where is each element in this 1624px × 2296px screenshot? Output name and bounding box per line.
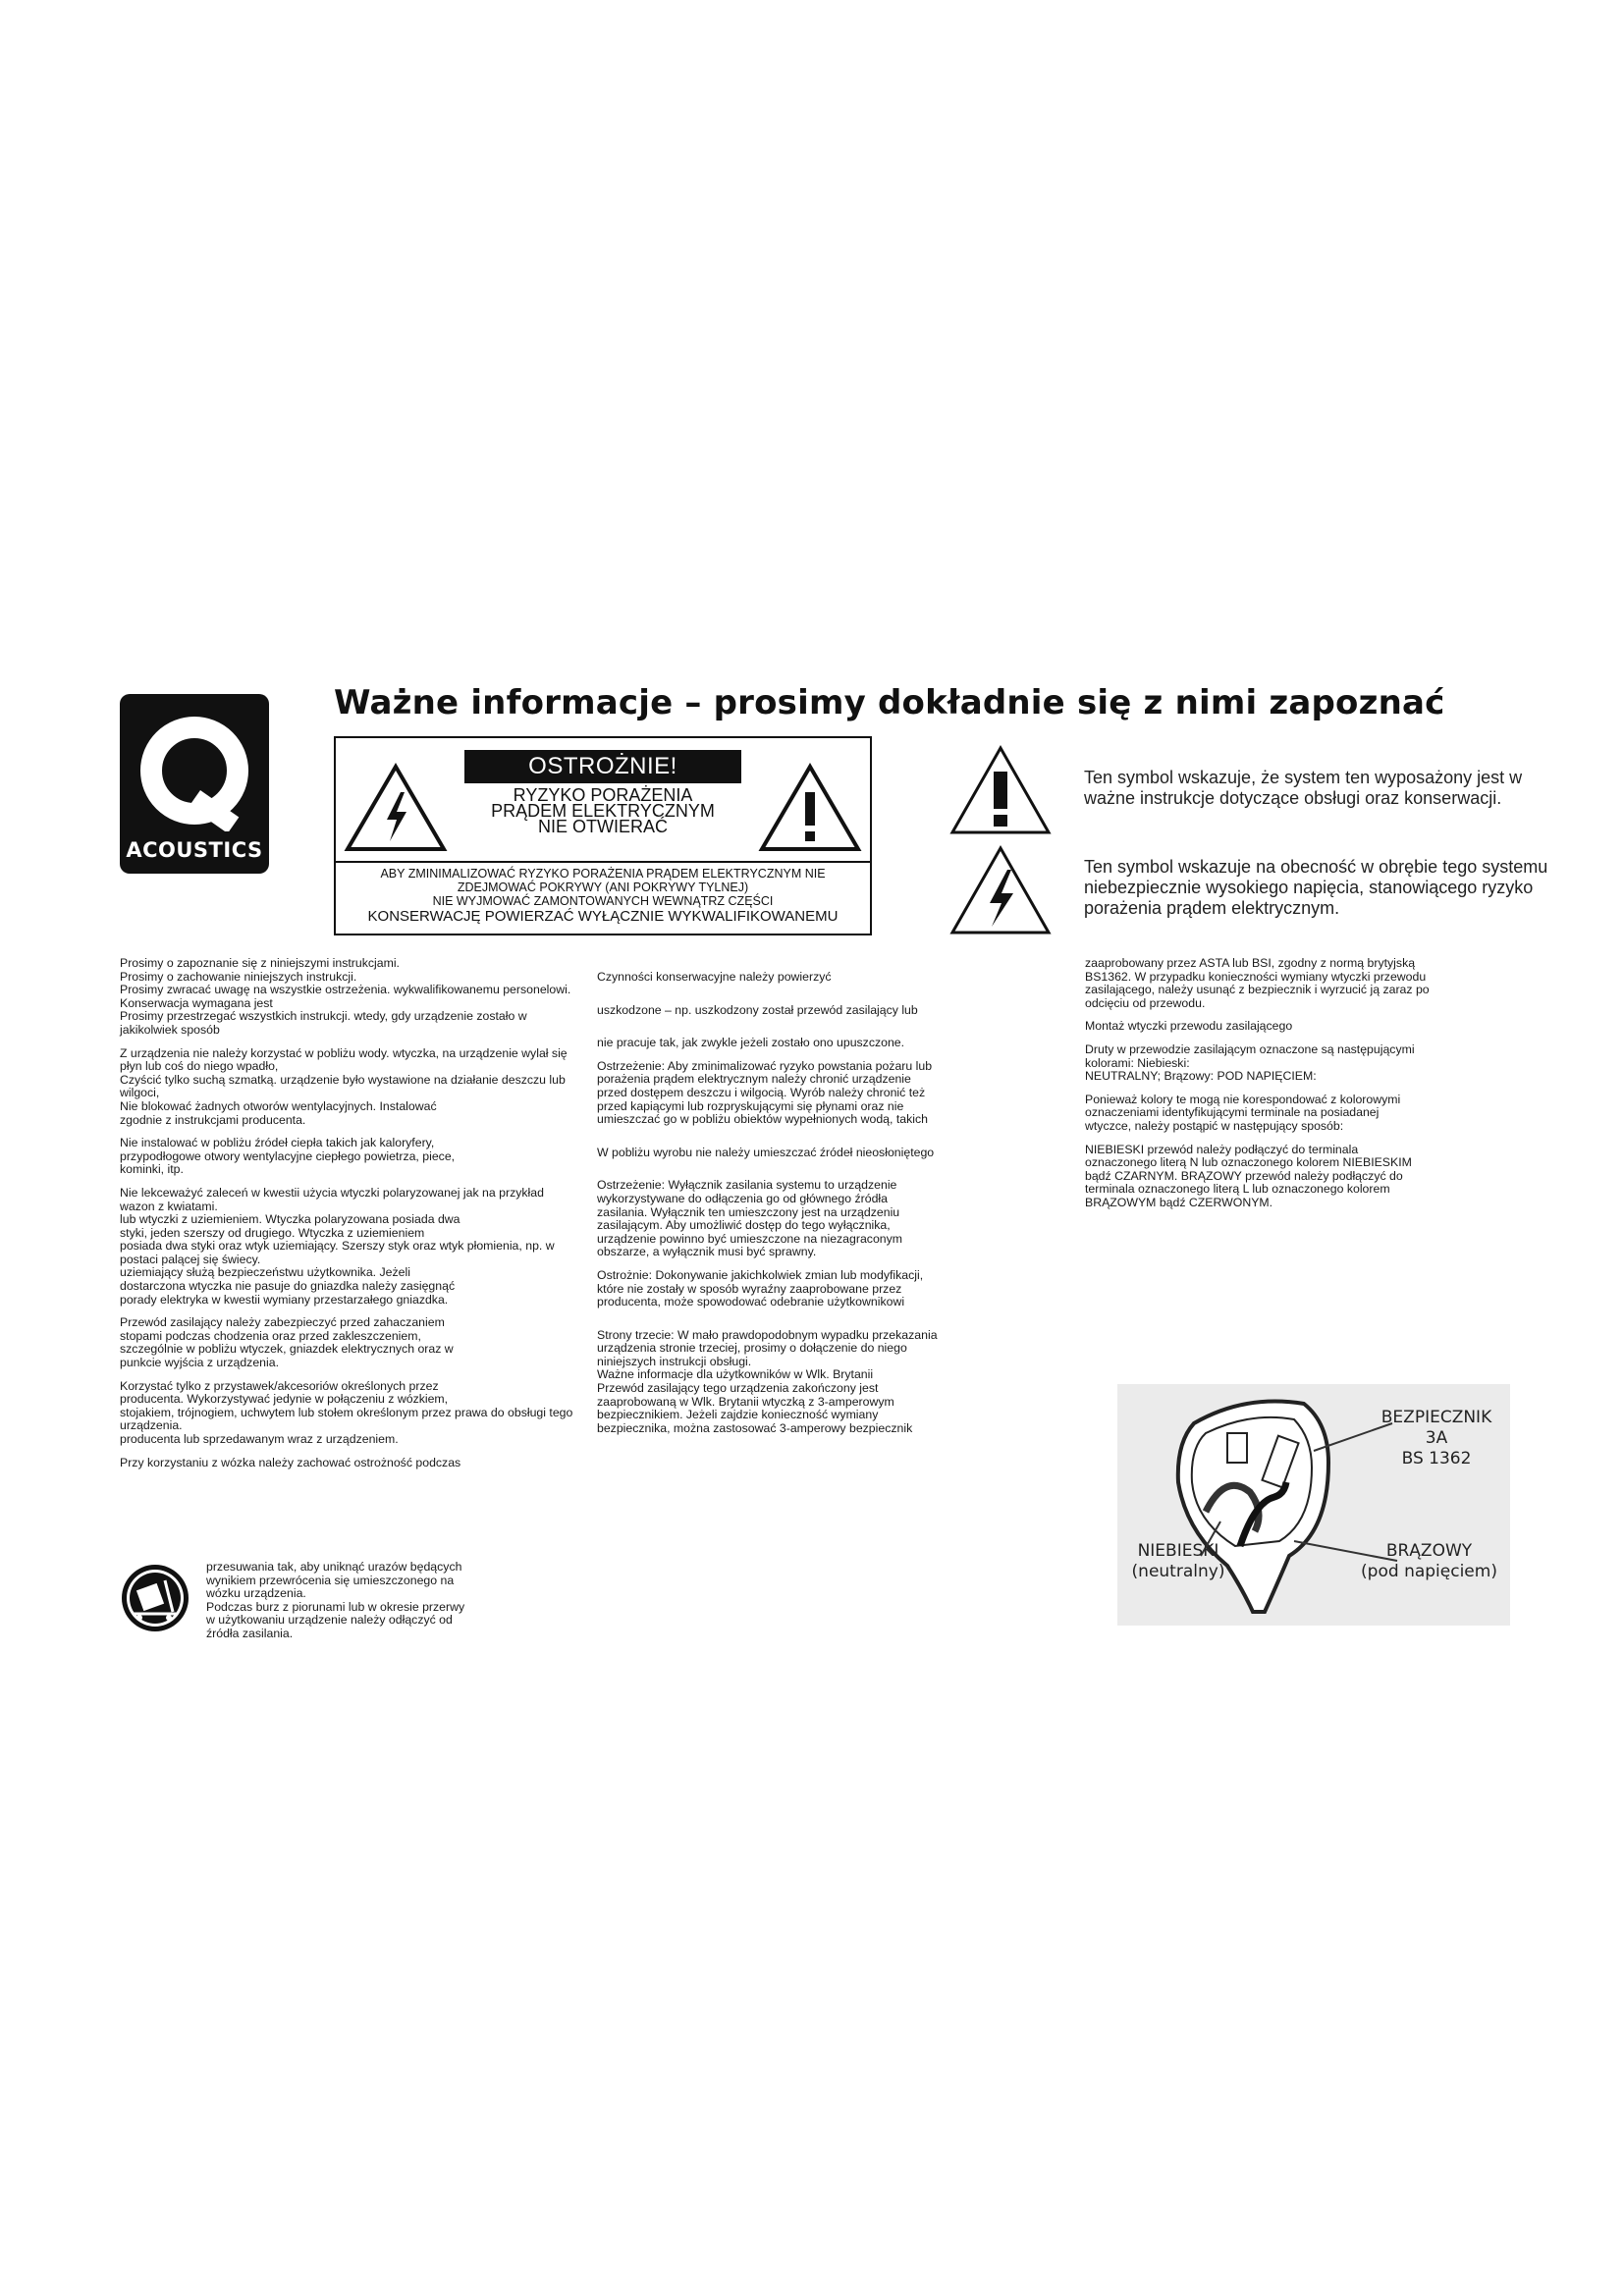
caution-footer-line-3: NIE WYJMOWAĆ ZAMONTOWANYCH WEWNĄTRZ CZĘŚCI [432, 894, 774, 908]
middle-column-line: Ostrożnie: Dokonywanie jakichkolwiek zmian lub modyfikacji, [597, 1267, 924, 1282]
middle-column-line: niniejszych instrukcji obsługi. [597, 1354, 752, 1368]
exclamation-symbol-icon [948, 744, 1053, 836]
caution-footer-line-2: ZDEJMOWAĆ POKRYWY (ANI POKRYWY TYLNEJ) [457, 881, 749, 894]
middle-text-column [597, 971, 1039, 1435]
left-column-line: kominki, itp. [120, 1162, 184, 1177]
middle-column-line: porażenia prądem elektrycznym należy chronić urządzenie [597, 1072, 911, 1087]
middle-column-line [597, 1309, 1039, 1319]
cart-text [206, 1561, 579, 1641]
middle-column-line: Ostrzeżenie: Aby zminimalizować ryzyko powstania pożaru lub [597, 1058, 933, 1073]
exclamation-warning-icon [758, 763, 862, 853]
exclamation-symbol-text: Ten symbol wskazuje, że system ten wyposażony jest w ważne instrukcje dotyczące obsługi oraz konserwacji. [1084, 768, 1523, 808]
left-column-line: porady elektryka w kwestii wymiany przestarzałego gniazdka. [120, 1292, 449, 1307]
uk-plug-diagram [1117, 1384, 1510, 1626]
middle-column-line: producenta, może spowodować odebranie użytkownikowi [597, 1295, 905, 1309]
logo-brand-text: ACOUSTICS [126, 838, 263, 862]
caution-footer-line-1: ABY ZMINIMALIZOWAĆ RYZYKO PORAŻENIA PRĄDEM ELEKTRYCZNYM NIE [380, 867, 826, 881]
left-column-line: producenta lub sprzedawanym wraz z urządzeniem. [120, 1432, 399, 1446]
middle-column-line: które nie zostały w sposób wyraźny zaaprobowane przez [597, 1281, 902, 1296]
right-column-line: NIEBIESKI przewód należy podłączyć do terminala [1085, 1142, 1359, 1156]
middle-column-line: umieszczać go w pobliżu obiektów wypełnionych wodą, takich [597, 1112, 928, 1127]
left-column-line: Korzystać tylko z przystawek/akcesoriów określonych przez [120, 1378, 439, 1393]
middle-column-line: urządzenie powinno być umieszczone na niezagraconym [597, 1231, 903, 1246]
middle-column-line: bezpiecznika, można zastosować 3-amperowy bezpiecznik [597, 1420, 913, 1435]
cart-text-line: przesuwania tak, aby uniknąć urazów będących [206, 1560, 462, 1574]
middle-column-line: przed kapiącymi lub rozpryskującymi się płynami oraz nie [597, 1098, 904, 1113]
right-column-line: Ponieważ kolory te mogą nie korespondować z kolorowymi [1085, 1092, 1401, 1106]
cart-text-line: wynikiem przewrócenia się umieszczonego na [206, 1573, 455, 1587]
left-column-line: lub wtyczki z uziemieniem. Wtyczka polaryzowana posiada dwa [120, 1212, 460, 1227]
middle-column-line: nie pracuje tak, jak zwykle jeżeli zostało ono upuszczone. [597, 1036, 905, 1050]
caution-line-3: NIE OTWIERAĆ [537, 817, 668, 836]
left-column-line: Nie instalować w pobliżu źródeł ciepła takich jak kaloryfery, [120, 1136, 435, 1150]
left-column-line: szczególnie w pobliżu wtyczek, gniazdek elektrycznych oraz w [120, 1342, 454, 1357]
left-text-column [120, 957, 581, 1469]
left-column-line: zgodnie z instrukcjami producenta. [120, 1112, 306, 1127]
right-column-line: wtyczce, należy postąpić w następujący sposób: [1085, 1118, 1344, 1133]
middle-column-line [597, 985, 1039, 994]
caution-heading-block [464, 750, 741, 853]
right-column-line: BS1362. W przypadku konieczności wymiany wtyczki przewodu [1085, 969, 1427, 984]
middle-column-line: Ostrzeżenie: Wyłącznik zasilania systemu to urządzenie [597, 1178, 897, 1193]
left-column-line: punkcie wyjścia z urządzenia. [120, 1356, 279, 1370]
right-column-line: BRĄZOWYM bądź CZERWONYM. [1085, 1195, 1273, 1209]
lightning-symbol-text: Ten symbol wskazuje na obecność w obrębie tego systemu niebezpiecznie wysokiego napięcia, stanowiącego ryzyko porażenia prądem elektrycznym. [1084, 857, 1548, 918]
left-column-line: Przy korzystaniu z wózka należy zachować ostrożność podczas [120, 1455, 461, 1469]
caution-divider [336, 861, 870, 863]
blue-wire-label-line-1: NIEBIESKI [1137, 1541, 1219, 1561]
caution-line-2: PRĄDEM ELEKTRYCZNYM [491, 801, 715, 821]
middle-column-line: Przewód zasilający tego urządzenia zakończony jest [597, 1381, 879, 1396]
middle-column-line [597, 1159, 1039, 1169]
middle-column-line: zasilania. Wyłącznik ten umieszczony jest na urządzeniu [597, 1204, 900, 1219]
caution-footer-line-4: KONSERWACJĘ POWIERZAĆ WYŁĄCZNIE WYKWALIFIKOWANEMU [367, 908, 839, 925]
right-text-column [1085, 957, 1537, 1210]
middle-column-line: obszarze, a wyłącznik musi być sprawny. [597, 1245, 817, 1259]
fuse-label-line-2: 3A [1425, 1428, 1448, 1448]
right-column-line: bądź CZARNYM. BRĄZOWY przewód należy podłączyć do [1085, 1168, 1403, 1183]
cart-warning-icon [120, 1563, 190, 1633]
cart-text-line: wózku urządzenia. [206, 1586, 306, 1601]
left-column-line: stojakiem, trójnogiem, uchwytem lub stołem określonym przez prawa do obsługi tego urządzenia. [120, 1405, 573, 1433]
left-column-line: Nie blokować żadnych otworów wentylacyjnych. Instalować [120, 1098, 437, 1113]
q-acoustics-logo [120, 694, 269, 874]
right-column-line: Montaż wtyczki przewodu zasilającego [1085, 1019, 1293, 1034]
left-column-line: uziemiający służą bezpieczeństwu użytkownika. Jeżeli [120, 1265, 410, 1280]
right-column-line: terminala oznaczonego literą L lub oznaczonego kolorem [1085, 1182, 1390, 1197]
right-column-line: Druty w przewodzie zasilającym oznaczone są następującymi [1085, 1041, 1415, 1056]
fuse-label [1368, 1408, 1505, 1469]
left-column-line: Prosimy o zapoznanie się z niniejszymi instrukcjami. [120, 956, 400, 970]
right-column-line: oznaczeniami identyfikującymi terminale na posiadanej [1085, 1105, 1380, 1120]
cart-text-line: Podczas burz z piorunami lub w okresie przerwy [206, 1599, 465, 1614]
blue-wire-label-line-2: (neutralny) [1131, 1562, 1225, 1581]
caution-box [334, 736, 872, 935]
left-column-line: Przewód zasilający należy zabezpieczyć przed zahaczaniem [120, 1315, 445, 1330]
middle-column-line: Strony trzecie: W mało prawdopodobnym wypadku przekazania [597, 1327, 938, 1342]
middle-column-line: bezpiecznikiem. Jeżeli zajdzie konieczność wymiany [597, 1408, 879, 1422]
cart-text-line: źródła zasilania. [206, 1626, 294, 1640]
middle-column-line: uszkodzone – np. uszkodzony został przewód zasilający lub [597, 1002, 918, 1017]
left-column-line: przypodłogowe otwory wentylacyjne ciepłego powietrza, piece, [120, 1148, 456, 1163]
lightning-warning-icon [344, 763, 448, 853]
left-column-line: styki, jeden szerszy od drugiego. Wtyczka z uziemieniem [120, 1225, 425, 1240]
right-column-line: oznaczonego literą N lub oznaczonego kolorem NIEBIESKIM [1085, 1155, 1412, 1170]
caution-footer [336, 867, 870, 925]
page-title: Ważne informacje – prosimy dokładnie się z nimi zapoznać [334, 683, 1445, 722]
brown-wire-label-line-2: (pod napięciem) [1361, 1562, 1497, 1581]
lightning-symbol-icon [948, 844, 1053, 936]
left-column-line: Prosimy zwracać uwagę na wszystkie ostrzeżenia. wykwalifikowanemu personelowi. Konserwacja wymagana jest [120, 983, 571, 1010]
left-column-line: Z urządzenia nie należy korzystać w pobliżu wody. wtyczka, na urządzenie wylał się płyn lub coś do niego wpadło, [120, 1045, 568, 1074]
left-column-line: stopami podczas chodzenia oraz przed zakleszczeniem, [120, 1328, 421, 1343]
fuse-label-line-3: BS 1362 [1401, 1449, 1472, 1468]
left-column-line: dostarczona wtyczka nie pasuje do gniazdka należy zasięgnąć [120, 1279, 456, 1294]
right-column-line: zaaprobowany przez ASTA lub BSI, zgodny z normą brytyjską [1085, 956, 1416, 970]
q-logo-icon [120, 694, 269, 831]
left-column-line: Czyścić tylko suchą szmatką. urządzenie było wystawione na działanie deszczu lub wilgoci, [120, 1072, 566, 1100]
brown-wire-label [1348, 1541, 1510, 1582]
middle-column-line: urządzenia stronie trzeciej, prosimy o dołączenie do niego [597, 1341, 907, 1356]
left-column-line: Nie lekceważyć zaleceń w kwestii użycia wtyczki polaryzowanej jak na przykład wazon z kwiatami. [120, 1185, 544, 1213]
middle-column-line: zaaprobowaną w Wlk. Brytanii wtyczką z 3-amperowym [597, 1394, 894, 1409]
right-column-line: zasilającego, należy usunąć z bezpiecznik i wyrzucić ją zaraz po [1085, 983, 1430, 997]
caution-heading: OSTROŻNIE! [464, 750, 741, 783]
right-column-line: kolorami: Niebieski: [1085, 1055, 1190, 1070]
cart-text-line: w użytkowaniu urządzenie należy odłączyć od [206, 1613, 453, 1628]
middle-column-line: zasilającym. Aby umożliwić dostęp do tego wyłącznika, [597, 1218, 891, 1233]
fuse-label-line-1: BEZPIECZNIK [1380, 1408, 1492, 1427]
middle-column-line: Czynności konserwacyjne należy powierzyć [597, 970, 832, 984]
brown-wire-label-line-1: BRĄZOWY [1385, 1541, 1473, 1561]
middle-column-line: przed dostępem deszczu i wilgocią. Wyrób należy chronić też [597, 1085, 926, 1099]
blue-wire-label [1119, 1541, 1237, 1582]
middle-column-line [597, 1017, 1039, 1027]
middle-column-line [597, 1127, 1039, 1137]
left-column-line: Prosimy przestrzegać wszystkich instrukcji. wtedy, gdy urządzenie zostało w jakikolwiek sposób [120, 1009, 527, 1037]
left-column-line: Prosimy o zachowanie niniejszych instrukcji. [120, 969, 357, 984]
middle-column-line: W pobliżu wyrobu nie należy umieszczać źródeł nieosłoniętego [597, 1145, 935, 1159]
right-column-line: NEUTRALNY; Brązowy: POD NAPIĘCIEM: [1085, 1069, 1317, 1084]
caution-line-1: RYZYKO PORAŻENIA [513, 785, 693, 805]
left-column-line: posiada dwa styki oraz wtyk uziemiający. Szerszy styk oraz wtyk płomienia, np. w postaci palącej się świecy. [120, 1239, 555, 1266]
middle-column-line: Ważne informacje dla użytkowników w Wlk. Brytanii [597, 1367, 874, 1382]
left-column-line: producenta. Wykorzystywać jedynie w połączeniu z wózkiem, [120, 1392, 449, 1407]
right-column-line: odcięciu od przewodu. [1085, 995, 1206, 1010]
middle-column-line: wykorzystywane do odłączenia go od głównego źródła [597, 1191, 888, 1205]
